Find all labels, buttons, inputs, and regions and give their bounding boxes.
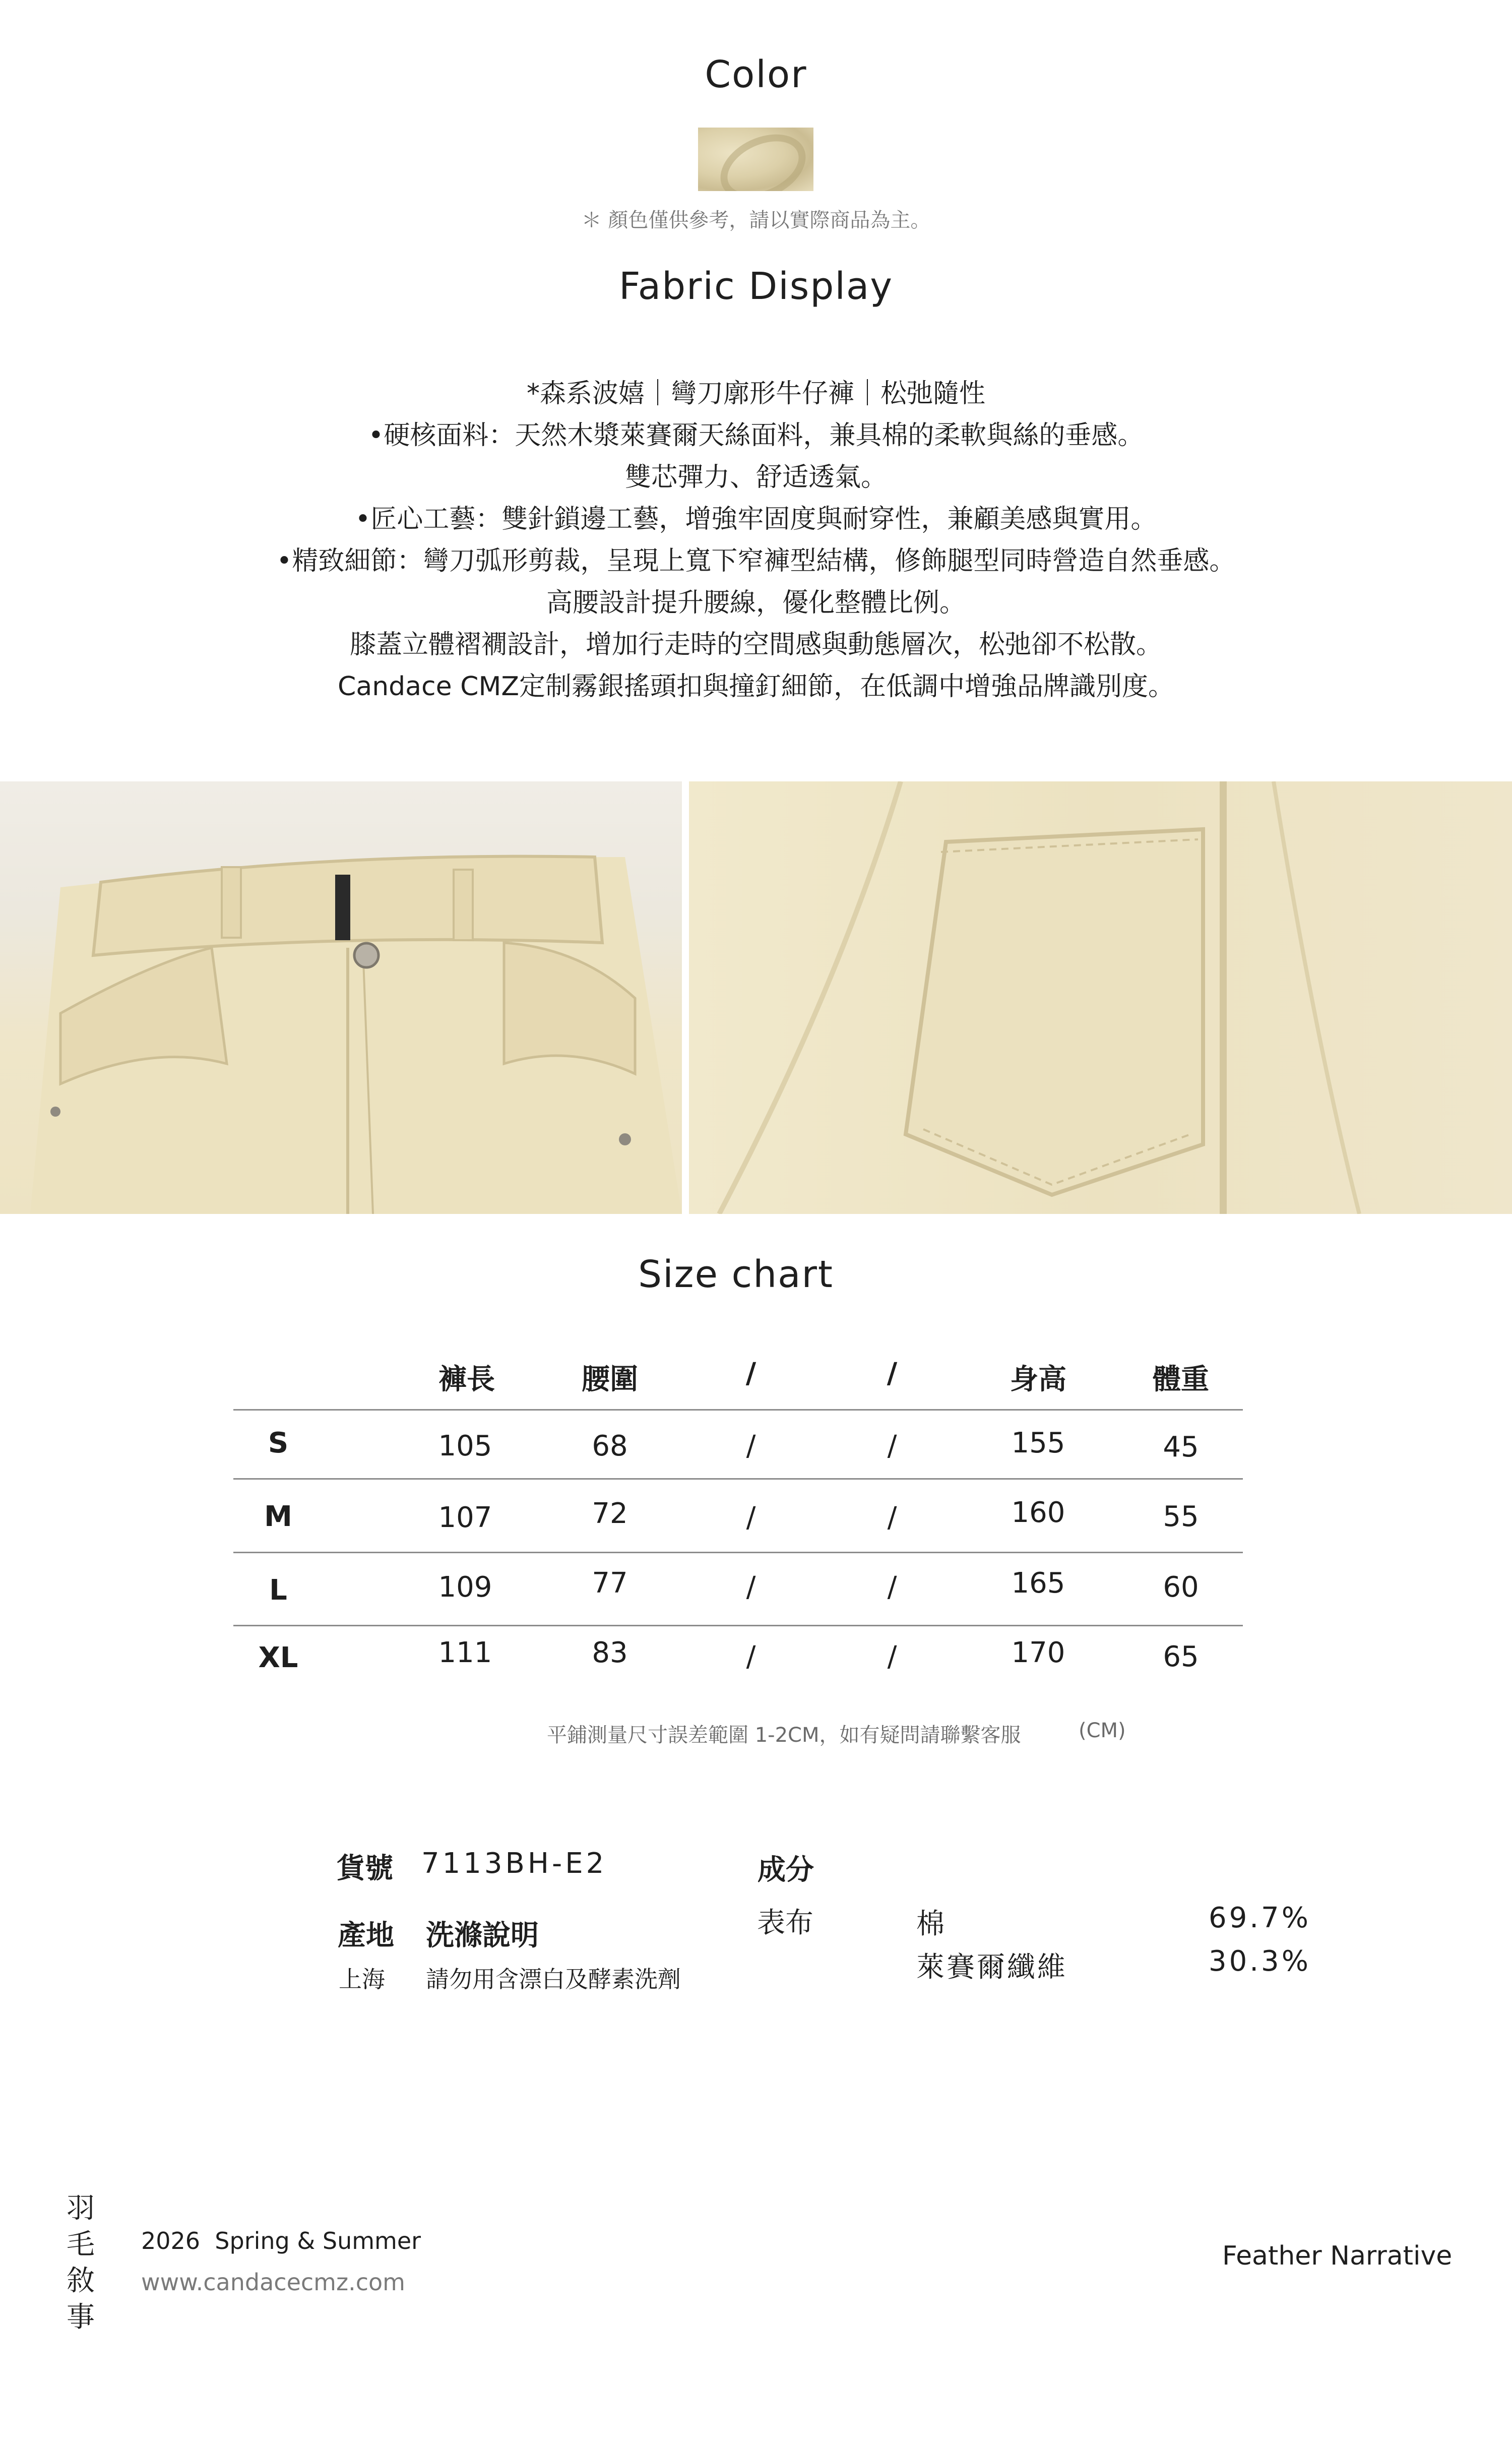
season-label: 2026 Spring & Summer	[141, 2227, 421, 2254]
wash-label: 洗滌說明	[426, 1919, 539, 1952]
description-line: •精致細節：彎刀弧形剪裁，呈現上寬下窄褲型結構，修飾腿型同時營造自然垂感。	[276, 546, 1236, 576]
table-cell: 170	[1011, 1636, 1065, 1669]
back-pocket-photo	[689, 781, 1512, 1214]
table-cell: 55	[1163, 1500, 1199, 1533]
description-line: *森系波嬉｜彎刀廓形牛仔褲｜松弛隨性	[526, 379, 985, 409]
table-cell: 65	[1163, 1640, 1199, 1673]
table-cell: /	[746, 1501, 756, 1534]
column-header: 身高	[1010, 1363, 1066, 1396]
wash-value: 請勿用含漂白及酵素洗劑	[426, 1966, 681, 1993]
website-link[interactable]: www.candacecmz.com	[141, 2269, 405, 2296]
table-rule	[233, 1409, 1243, 1411]
size-chart-heading: Size chart	[638, 1253, 834, 1296]
brand-character: 敘	[67, 2265, 95, 2297]
table-cell: /	[887, 1640, 897, 1673]
table-cell: 72	[592, 1497, 628, 1530]
table-cell: 160	[1011, 1496, 1065, 1529]
waistband-photo	[0, 781, 682, 1214]
color-swatch[interactable]	[698, 128, 813, 191]
column-header: 腰圍	[582, 1363, 638, 1396]
material-percent: 69.7%	[1209, 1902, 1311, 1934]
table-cell: 109	[438, 1571, 492, 1604]
size-label: M	[264, 1500, 292, 1533]
column-header: 體重	[1153, 1363, 1209, 1396]
table-cell: 60	[1163, 1571, 1199, 1604]
table-cell: 68	[592, 1430, 628, 1462]
description-line: 高腰設計提升腰線，優化整體比例。	[546, 588, 966, 618]
code-value: 7113BH-E2	[421, 1847, 607, 1880]
description-line: Candace CMZ定制霧銀搖頭扣與撞釘細節，在低調中增強品牌識別度。	[338, 672, 1174, 702]
description-line: 膝蓋立體褶襉設計，增加行走時的空間感與動態層次，松弛卻不松散。	[349, 630, 1162, 660]
table-cell: 105	[438, 1430, 492, 1462]
brand-vertical-name	[66, 2190, 96, 2336]
brand-character: 事	[67, 2301, 95, 2334]
table-cell: /	[887, 1571, 897, 1604]
table-cell: 111	[438, 1636, 492, 1669]
table-cell: /	[746, 1571, 756, 1604]
jeans-front-illustration	[0, 781, 682, 1214]
table-cell: 45	[1163, 1431, 1199, 1463]
size-note: 平鋪測量尺寸誤差範圍 1-2CM，如有疑問請聯繫客服	[547, 1724, 1021, 1747]
code-label: 貨號	[337, 1852, 393, 1885]
size-label: XL	[258, 1641, 298, 1674]
brand-english-name: Feather Narrative	[1222, 2241, 1453, 2271]
table-cell: /	[887, 1430, 897, 1462]
size-label: S	[268, 1427, 289, 1459]
product-description	[0, 373, 1512, 708]
column-header: 褲長	[438, 1363, 495, 1396]
table-cell: /	[746, 1430, 756, 1462]
description-line: 雙芯彈力、舒适透氣。	[624, 462, 887, 493]
unit-label: (CM)	[1079, 1719, 1126, 1742]
color-heading: Color	[705, 53, 807, 96]
table-cell: 165	[1011, 1567, 1065, 1600]
material-name: 棉	[916, 1908, 944, 1940]
description-line: •匠心工藝：雙針鎖邊工藝，增強牢固度與耐穿性，兼顧美感與實用。	[355, 504, 1157, 534]
composition-label: 成分	[758, 1854, 814, 1886]
color-note: ＊ 顏色僅供參考，請以實際商品為主。	[581, 209, 931, 232]
fabric-part: 表布	[757, 1907, 813, 1939]
origin-label: 產地	[338, 1919, 394, 1952]
table-cell: 83	[592, 1636, 628, 1669]
column-header: /	[745, 1357, 757, 1390]
table-rule	[233, 1478, 1243, 1480]
fabric-heading: Fabric Display	[618, 265, 894, 308]
origin-value: 上海	[339, 1966, 385, 1993]
table-cell: 107	[438, 1501, 492, 1534]
material-name: 萊賽爾纖維	[916, 1951, 1067, 1984]
brand-character: 毛	[67, 2228, 95, 2261]
table-cell: 77	[592, 1567, 628, 1600]
column-header: /	[887, 1357, 898, 1390]
table-rule	[233, 1625, 1243, 1626]
jeans-back-illustration	[689, 781, 1512, 1214]
description-line: •硬核面料：天然木漿萊賽爾天絲面料，兼具棉的柔軟與絲的垂感。	[368, 420, 1144, 451]
size-label: L	[269, 1574, 287, 1607]
table-cell: /	[746, 1640, 756, 1673]
table-cell: 155	[1011, 1427, 1065, 1459]
table-cell: /	[887, 1501, 897, 1534]
table-rule	[233, 1552, 1243, 1553]
brand-character: 羽	[67, 2192, 95, 2225]
material-percent: 30.3%	[1209, 1945, 1311, 1978]
